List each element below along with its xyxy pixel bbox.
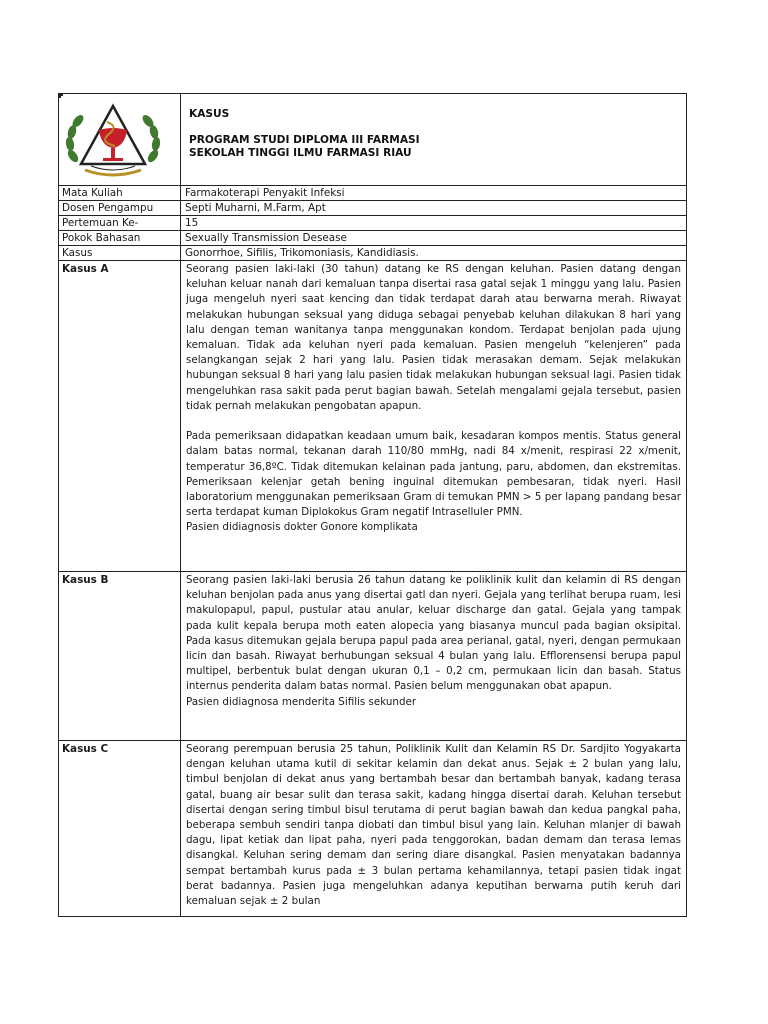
case-label: Kasus B <box>59 572 181 741</box>
info-label: Kasus <box>59 246 181 261</box>
case-diagnosis: Pasien didiagnosis dokter Gonore komplikata <box>186 521 418 534</box>
info-row-pokok-bahasan <box>59 231 687 246</box>
info-label: Pokok Bahasan <box>59 231 181 246</box>
stifar-riau-seal-icon <box>63 100 163 180</box>
case-label: Kasus C <box>59 741 181 917</box>
header-program: PROGRAM STUDI DIPLOMA III FARMASI <box>189 134 420 147</box>
info-label: Mata Kuliah <box>59 186 181 201</box>
info-label: Pertemuan Ke- <box>59 216 181 231</box>
case-row-b <box>59 572 687 741</box>
case-document-table <box>58 93 687 917</box>
info-row-kasus <box>59 246 687 261</box>
case-paragraph: Pada pemeriksaan didapatkan keadaan umum baik, kesadaran kompos mentis. Status general dalam batas normal, tekanan darah 110/80 mmHg, nadi 84 x/menit, respirasi 22 x/menit, temperatur 36,8ºC. Tidak ditemukan kelainan pada jantung, paru, abdomen, dan ekstremitas. Pemeriksaan kelenjar getah bening inguinal ditemukan pembesaran, tidak nyeri. Hasil laboratorium menggunakan pemeriksaan Gram di temukan PMN > 5 per lapang pandang besar serta terdapat kuman Diplokokus Gram negatif Intraselluler PMN. <box>186 430 681 519</box>
header-kasus: KASUS <box>189 108 230 120</box>
case-row-a <box>59 261 687 572</box>
info-value: Sexually Transmission Desease <box>181 231 687 246</box>
info-value: Gonorrhoe, Sifilis, Trikomoniasis, Kandidiasis. <box>181 246 687 261</box>
header-title-cell <box>181 94 687 186</box>
case-body <box>181 741 687 917</box>
header-school: SEKOLAH TINGGI ILMU FARMASI RIAU <box>189 147 412 160</box>
info-row-dosen <box>59 201 687 216</box>
info-value: Farmakoterapi Penyakit Infeksi <box>181 186 687 201</box>
case-label: Kasus A <box>59 261 181 572</box>
case-body <box>181 572 687 741</box>
info-value: Septi Muharni, M.Farm, Apt <box>181 201 687 216</box>
info-row-mata-kuliah <box>59 186 687 201</box>
case-body <box>181 261 687 572</box>
case-paragraph: Seorang pasien laki-laki (30 tahun) datang ke RS dengan keluhan. Pasien datang dengan keluhan keluar nanah dari kemaluan tanpa disertai rasa gatal sejak 1 minggu yang lalu. Pasien juga mengeluh nyeri saat kencing dan tidak terdapat darah atau berwarna merah. Riwayat melakukan hubungan seksual yang diduga sebagai penyebab keluhan dilakukan 8 hari yang lalu dengan teman wanitanya tanpa menggunakan kondom. Terdapat benjolan pada ujung kemaluan. Tidak ada keluhan nyeri pada kemaluan. Pasien mengeluh “kelenjeren” pada selangkangan sejak 2 hari yang lalu. Pasien tidak merasakan demam. Sejak melakukan hubungan seksual 8 hari yang lalu pasien tidak melakukan hubungan seksual lagi. Pasien tidak mengeluhkan rasa sakit pada perut bagian bawah. Setelah mengalami gejala tersebut, pasien tidak pernah melakukan pengobatan apapun. <box>186 263 681 412</box>
case-paragraph: Seorang pasien laki-laki berusia 26 tahun datang ke poliklinik kulit dan kelamin di RS dengan keluhan benjolan pada anus yang disertai gatl dan nyeri. Gejala yang terlihat berupa ruam, lesi makulopapul, papul, pustular atau anular, keluar discharge dan gatal. Gejala yang tampak pada kulit kepala berupa moth eaten alopecia yang biasanya muncul pada bagian oksipital. Pada kasus ditemukan gejala berupa papul pada area perianal, gatal, nyeri, dengan permukaan licin dan basah. Riwayat berhubungan seksual 4 bulan yang lalu. Efflorensensi berupa papul multipel, berbentuk bulat dengan ukuran 0,1 – 0,2 cm, permukaan licin dan basah. Status internus penderita dalam batas normal. Pasien belum menggunakan obat apapun. <box>186 574 681 693</box>
info-row-pertemuan <box>59 216 687 231</box>
header-row <box>59 94 687 186</box>
info-label: Dosen Pengampu <box>59 201 181 216</box>
info-value: 15 <box>181 216 687 231</box>
logo-cell <box>59 94 181 186</box>
case-diagnosis: Pasien didiagnosa menderita Sifilis sekunder <box>186 695 417 708</box>
case-row-c <box>59 741 687 917</box>
case-paragraph: Seorang perempuan berusia 25 tahun, Poliklinik Kulit dan Kelamin RS Dr. Sardjito Yogyakarta dengan keluhan utama kutil di sekitar kelamin dan dekat anus. Sejak ± 2 bulan yang lalu, timbul benjolan di dekat anus yang bertambah besar dan bertambah banyak, kadang terasa gatal, buang air besar sulit dan terasa sakit, kadang hingga disertai darah. Keluhan tersebut disertai dengan sering timbul bisul terutama di perut bagian bawah dan kedua pangkal paha, beberapa sembuh sendiri tanpa diobati dan timbul bisul yang lain. Keluhan mlanjer di bawah dagu, lipat ketiak dan lipat paha, nyeri pada tenggorokan, badan demam dan terasa lemas disangkal. Keluhan sering demam dan sering diare disangkal. Pasien menyatakan badannya sempat bertambah kurus pada ± 3 bulan pertama kehamilannya, tetapi pasien tidak ingat berat badannya. Pasien juga mengeluhkan adanya keputihan berwarna putih keruh dari kemaluan sejak ± 2 bulan <box>186 743 681 908</box>
